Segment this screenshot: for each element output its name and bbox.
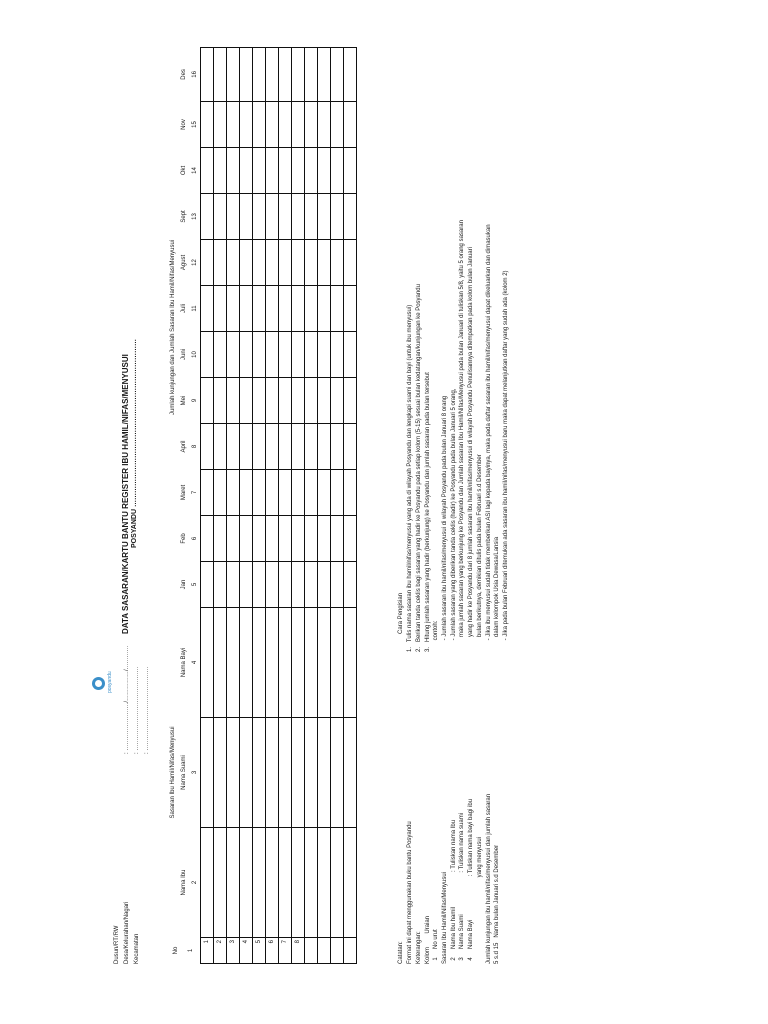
table-cell[interactable] [200,423,213,469]
table-cell[interactable] [291,469,304,515]
table-cell[interactable] [330,47,343,101]
table-cell[interactable] [278,331,291,377]
table-cell[interactable] [226,101,239,147]
col-num-10: 10 [191,351,198,358]
table-cell[interactable] [343,469,356,515]
cara-pengisian-line: - Jika pada bulan Februari ditemukan ada sasaran ibu hamil/nifas/menyusui baru maka dapat melanjutkan daftar yang sudah ada (kolom 2) [502,270,509,652]
page-title: DATA SASARAN/KARTU BANTU REGISTER IBU HAMIL/NIFAS/MENYUSUI [121,354,130,634]
table-cell[interactable] [291,377,304,423]
table-cell[interactable] [330,377,343,423]
table-cell[interactable] [317,718,330,828]
table-cell[interactable] [304,377,317,423]
col-header-month-des: Des [180,69,187,80]
table-cell[interactable] [330,285,343,331]
col-num-5: 5 [191,582,198,587]
table-cell[interactable] [291,423,304,469]
table-cell[interactable] [317,377,330,423]
catatan-block [398,794,501,964]
catatan-line: Keterangan: [415,931,422,964]
table-cell[interactable] [200,285,213,331]
table-cell[interactable] [330,515,343,561]
table-cell[interactable] [278,828,291,938]
table-cell[interactable] [239,423,252,469]
table-cell[interactable] [304,828,317,938]
col-num-6: 6 [191,536,198,541]
row-number: 3 [226,938,239,964]
table-cell[interactable] [317,561,330,607]
table-cell[interactable] [278,469,291,515]
table-cell[interactable] [265,101,278,147]
table-cell[interactable] [239,239,252,285]
table-cell[interactable] [330,718,343,828]
table-cell[interactable] [317,607,330,717]
catatan-line: 5 s.d 15 Nama bulan Januari s.d Desember [494,844,501,964]
table-cell[interactable] [226,561,239,607]
table-cell[interactable] [252,607,265,717]
table-cell[interactable] [304,718,317,828]
table-cell[interactable] [330,423,343,469]
address-value-dusun: : ……………………/……………/………… [124,645,130,754]
table-cell[interactable] [252,718,265,828]
col-num-14: 14 [191,167,198,174]
col-num-9: 9 [191,398,198,403]
table-cell[interactable] [265,147,278,193]
table-cell[interactable] [317,101,330,147]
table-row [343,47,356,963]
table-cell[interactable] [265,285,278,331]
table-cell[interactable] [330,561,343,607]
table-cell[interactable] [304,423,317,469]
table-cell[interactable] [213,193,226,239]
table-cell[interactable] [239,285,252,331]
row-number [304,938,317,964]
col-header-month-feb: Feb [180,533,187,544]
table-cell[interactable] [278,193,291,239]
table-cell[interactable] [278,239,291,285]
table-cell[interactable] [239,193,252,239]
table-cell[interactable] [200,47,213,101]
table-cell[interactable] [200,607,213,717]
table-cell[interactable] [343,561,356,607]
table-cell[interactable] [304,331,317,377]
table-cell[interactable] [252,828,265,938]
table-row [317,47,330,963]
col-header-month-nov: Nov [180,119,187,130]
address-labels [114,902,142,964]
table-row [252,47,265,963]
table-cell[interactable] [343,147,356,193]
table-cell[interactable] [213,285,226,331]
table-cell[interactable] [252,469,265,515]
table-cell[interactable] [343,101,356,147]
table-cell[interactable] [278,47,291,101]
table-cell[interactable] [317,239,330,285]
table-cell[interactable] [213,515,226,561]
table-cell[interactable] [213,239,226,285]
table-row [291,47,304,963]
table-cell[interactable] [200,515,213,561]
table-cell[interactable] [239,101,252,147]
table-cell[interactable] [278,285,291,331]
table-cell[interactable] [226,147,239,193]
table-cell[interactable] [304,515,317,561]
col-header-nama-suami: Nama Suami [180,755,187,790]
table-cell[interactable] [213,147,226,193]
cara-pengisian-lines [407,220,510,652]
cara-pengisian-line: 2. Berikan tanda ceklis bagi sasaran yang hadir ke Posyandu pada setiap kolom (5-15) sesuai bulan kedatangan/kunjungan ke Posyandu [415,284,422,652]
table-cell[interactable] [291,561,304,607]
table-cell[interactable] [304,239,317,285]
table-cell[interactable] [265,47,278,101]
posyandu-name-line: POSYANDU ……………………………………………………………… [131,339,138,548]
cara-pengisian-line: 1. Tulis nama sasaran ibu hamil/nifas/menyusui yang ada di wilayah Posyandu dan lengkapi suami dan bayi (untuk ibu menyusui) [407,304,414,652]
table-cell[interactable] [239,47,252,101]
table-cell[interactable] [291,193,304,239]
table-row [226,47,239,963]
table-cell[interactable] [226,285,239,331]
table-cell[interactable] [343,193,356,239]
col-header-month-mar: Maret [180,484,187,501]
table-cell[interactable] [252,285,265,331]
table-cell[interactable] [330,101,343,147]
col-header-month-mei: Mei [180,395,187,406]
cara-pengisian-block [398,220,510,652]
table-cell[interactable] [200,147,213,193]
table-cell[interactable] [252,147,265,193]
table-cell[interactable] [278,377,291,423]
row-number: 2 [213,938,226,964]
catatan-title: Catatan: [398,941,404,964]
table-cell[interactable] [226,47,239,101]
cara-pengisian-line: yang hadir ke Posyandu dari 8 jumlah sasaran Ibu hamil/nifas/menyusui di wilayah Posyandu Penulisannya ditempatkan pada kolom bulan Januari [468,247,475,652]
table-cell[interactable] [304,147,317,193]
group-header-kunjungan: Jumlah kunjungan dan Jumlah Sasaran Ibu Hamil/Nifas/Menyusui [169,239,176,415]
catatan-line: yang menyusui [476,836,483,964]
table-cell[interactable] [226,828,239,938]
catatan-line: 3 Nama Suami : Tuliskan nama suami [459,812,466,964]
table-cell[interactable] [265,515,278,561]
col-header-no-label: No [173,946,180,955]
col-header-month-sep: Sept [180,210,187,223]
col-header-month-apr: April [180,440,187,453]
table-cell[interactable] [239,515,252,561]
table-cell[interactable] [265,561,278,607]
table-row [200,47,213,963]
table-cell[interactable] [226,239,239,285]
col-num-15: 15 [191,121,198,128]
catatan-lines [407,794,501,964]
table-cell[interactable] [252,377,265,423]
table-row [239,47,252,963]
col-header-nama-bayi: Nama Bayi [180,647,187,678]
table-cell[interactable] [304,561,317,607]
table-cell[interactable] [200,718,213,828]
cara-pengisian-line: contoh: [433,620,440,652]
table-cell[interactable] [304,469,317,515]
table-cell[interactable] [278,561,291,607]
table-cell[interactable] [317,47,330,101]
col-header-month-jun: Juni [180,348,187,360]
col-header-no-num: 1 [187,948,194,953]
table-cell[interactable] [213,377,226,423]
table-cell[interactable] [265,718,278,828]
table-cell[interactable] [213,423,226,469]
row-number: 7 [278,938,291,964]
table-cell[interactable] [304,607,317,717]
row-number: 8 [291,938,304,964]
table-cell[interactable] [252,423,265,469]
row-number: 1 [200,938,213,964]
table-cell[interactable] [200,101,213,147]
table-cell[interactable] [226,331,239,377]
table-cell[interactable] [317,469,330,515]
table-cell[interactable] [343,377,356,423]
table-cell[interactable] [226,377,239,423]
table-cell[interactable] [317,193,330,239]
table-cell[interactable] [304,193,317,239]
table-cell[interactable] [278,607,291,717]
table-row [278,47,291,963]
table-cell[interactable] [226,515,239,561]
table-cell[interactable] [330,147,343,193]
table-cell[interactable] [343,331,356,377]
table-cell[interactable] [343,423,356,469]
row-number [317,938,330,964]
row-number: 5 [252,938,265,964]
table-cell[interactable] [291,718,304,828]
table-cell[interactable] [252,331,265,377]
cara-pengisian-line: bulan berikutnya, demikian ditulis pada bulan Februari s.d Desember [476,454,483,652]
col-header-month-jan: Jan [180,579,187,590]
cara-pengisian-title: Cara Pengisian [398,592,404,634]
group-header-sasaran: Sasaran Ibu Hamil/Nifas/Menyusui [169,726,176,819]
table-cell[interactable] [278,515,291,561]
table-cell[interactable] [200,561,213,607]
table-cell[interactable] [278,718,291,828]
table-cell[interactable] [226,718,239,828]
col-num-12: 12 [191,259,198,266]
table-cell[interactable] [330,193,343,239]
table-cell[interactable] [291,331,304,377]
row-number: 6 [265,938,278,964]
table-cell[interactable] [200,239,213,285]
catatan-line: 4 Nama Bayi : Tuliskan nama bayi bagi ibu [468,798,475,964]
table-cell[interactable] [200,331,213,377]
table-cell[interactable] [317,285,330,331]
col-header-month-jul: Juli [180,303,187,313]
table-cell[interactable] [213,101,226,147]
col-num-13: 13 [191,213,198,220]
table-cell[interactable] [239,561,252,607]
table-cell[interactable] [213,607,226,717]
table-cell[interactable] [291,47,304,101]
table-cell[interactable] [213,469,226,515]
table-cell[interactable] [278,147,291,193]
address-value-desa: : …………………………………… [134,666,141,754]
table-cell[interactable] [239,718,252,828]
col-num-16: 16 [191,71,198,78]
table-cell[interactable] [330,469,343,515]
table-cell[interactable] [343,607,356,717]
table-cell[interactable] [252,239,265,285]
col-num-2: 2 [191,880,198,885]
table-cell[interactable] [278,101,291,147]
posyandu-logo [92,656,122,696]
table-cell[interactable] [265,239,278,285]
table-row [304,47,317,963]
table-cell[interactable] [239,607,252,717]
col-num-7: 7 [191,490,198,495]
table-cell[interactable] [252,515,265,561]
table-cell[interactable] [317,423,330,469]
table-cell[interactable] [291,285,304,331]
address-label-kecamatan: Kecamatan [134,933,141,964]
table-cell[interactable] [265,607,278,717]
posyandu-logo-icon [92,677,105,690]
table-cell[interactable] [291,147,304,193]
row-number [330,938,343,964]
table-cell[interactable] [265,423,278,469]
table-cell[interactable] [343,515,356,561]
posyandu-logo-text: posyandu [107,671,113,693]
table-cell[interactable] [226,607,239,717]
col-header-month-agu: Agust [180,254,187,271]
table-row [330,47,343,963]
table-row [265,47,278,963]
cara-pengisian-line: - Jumlah sasaran yang diberikan tanda ceklis (hadir) ke Posyandu pada bulan Januari 5 orang, [450,388,457,652]
table-cell[interactable] [226,423,239,469]
table-cell[interactable] [213,718,226,828]
table-cell[interactable] [239,377,252,423]
table-cell[interactable] [330,828,343,938]
address-value-kecamatan: : …………………………………… [144,666,151,754]
row-number: 4 [239,938,252,964]
table-cell[interactable] [239,147,252,193]
table-cell[interactable] [239,331,252,377]
table-cell[interactable] [304,47,317,101]
table-cell[interactable] [304,101,317,147]
table-cell[interactable] [265,193,278,239]
catatan-line: Sasaran Ibu Hamil/Nifas/Menyusui [442,871,449,964]
table-cell[interactable] [291,101,304,147]
table-cell[interactable] [330,607,343,717]
table-cell[interactable] [317,331,330,377]
table-cell[interactable] [330,239,343,285]
table-cell[interactable] [278,423,291,469]
catatan-line: Kolom Uraian [424,915,431,964]
col-header-no [168,938,200,964]
col-num-11: 11 [191,305,198,312]
table-cell[interactable] [239,469,252,515]
table-cell[interactable] [291,828,304,938]
col-num-3: 3 [191,770,198,775]
catatan-line: Jumlah kunjungan ibu hamil/nifas/menyusui dan jumlah sasaran [485,793,492,964]
cara-pengisian-line: dalam kelompok Usia Dewasa/Lansia [494,536,501,652]
catatan-line: 2 Nama Ibu hamil : Tuliskan nama Ibu [450,819,457,964]
table-cell[interactable] [265,828,278,938]
catatan-line: Format ini dapat menggunakan buku bantu Posyandu [407,821,414,964]
table-cell[interactable] [291,607,304,717]
address-values [124,645,152,754]
table-cell[interactable] [200,469,213,515]
col-num-8: 8 [191,444,198,449]
table-cell[interactable] [265,469,278,515]
table-cell[interactable] [200,193,213,239]
table-cell[interactable] [343,47,356,101]
table-cell[interactable] [343,285,356,331]
table-cell[interactable] [317,515,330,561]
cara-pengisian-line: maka jumlah sasaran yang berkunjung ke Posyandu dan Jumlah sasaran Ibu Hamil/Nifas/Menyusui pada bulan Januari di tuliskan 5/8, yaitu 5 orang sasaran [459,220,466,652]
cara-pengisian-line: - Jika ibu menyusui sudah tidak memberikan ASI lagi kepada bayinya, maka pada daftar sasaran ibu hamil/nifas/menyusui dapat dikeluarkan dan dimasukan [485,224,492,652]
cara-pengisian-line: 3. Hitung jumlah sasaran yang hadir (berkunjung) ke Posyandu dan jumlah sasaran pada bulan tersebut [424,372,431,652]
cara-pengisian-line: - Jumlah sasaran ibu hamil/nifas/menyusui di wilayah Posyandu pada bulan Januari 8 orang [442,395,449,652]
table-cell[interactable] [330,331,343,377]
table-cell[interactable] [317,828,330,938]
table-cell[interactable] [226,193,239,239]
register-table [168,47,357,964]
table-cell[interactable] [213,561,226,607]
col-header-month-okt: Okt [180,165,187,176]
table-cell[interactable] [200,377,213,423]
table-cell[interactable] [265,377,278,423]
table-cell[interactable] [252,47,265,101]
catatan-line: 1 No urut [433,929,440,964]
register-rows [200,47,356,963]
table-cell[interactable] [213,828,226,938]
table-cell[interactable] [252,193,265,239]
table-cell[interactable] [252,101,265,147]
table-cell[interactable] [343,239,356,285]
table-cell[interactable] [317,147,330,193]
table-cell[interactable] [213,47,226,101]
table-row [213,47,226,963]
table-cell[interactable] [252,561,265,607]
row-number [343,938,356,964]
table-cell[interactable] [226,469,239,515]
table-cell[interactable] [213,331,226,377]
table-cell[interactable] [304,285,317,331]
table-cell[interactable] [239,828,252,938]
table-cell[interactable] [343,718,356,828]
address-label-desa: Desa/Kelurahan/Nagari [124,901,131,964]
table-cell[interactable] [200,828,213,938]
col-num-4: 4 [191,660,198,665]
address-label-dusun: Dusun/RT/RW [114,925,120,964]
table-cell[interactable] [343,828,356,938]
table-cell[interactable] [291,239,304,285]
col-header-nama-ibu: Nama Ibu [180,869,187,896]
table-cell[interactable] [265,331,278,377]
table-cell[interactable] [291,515,304,561]
